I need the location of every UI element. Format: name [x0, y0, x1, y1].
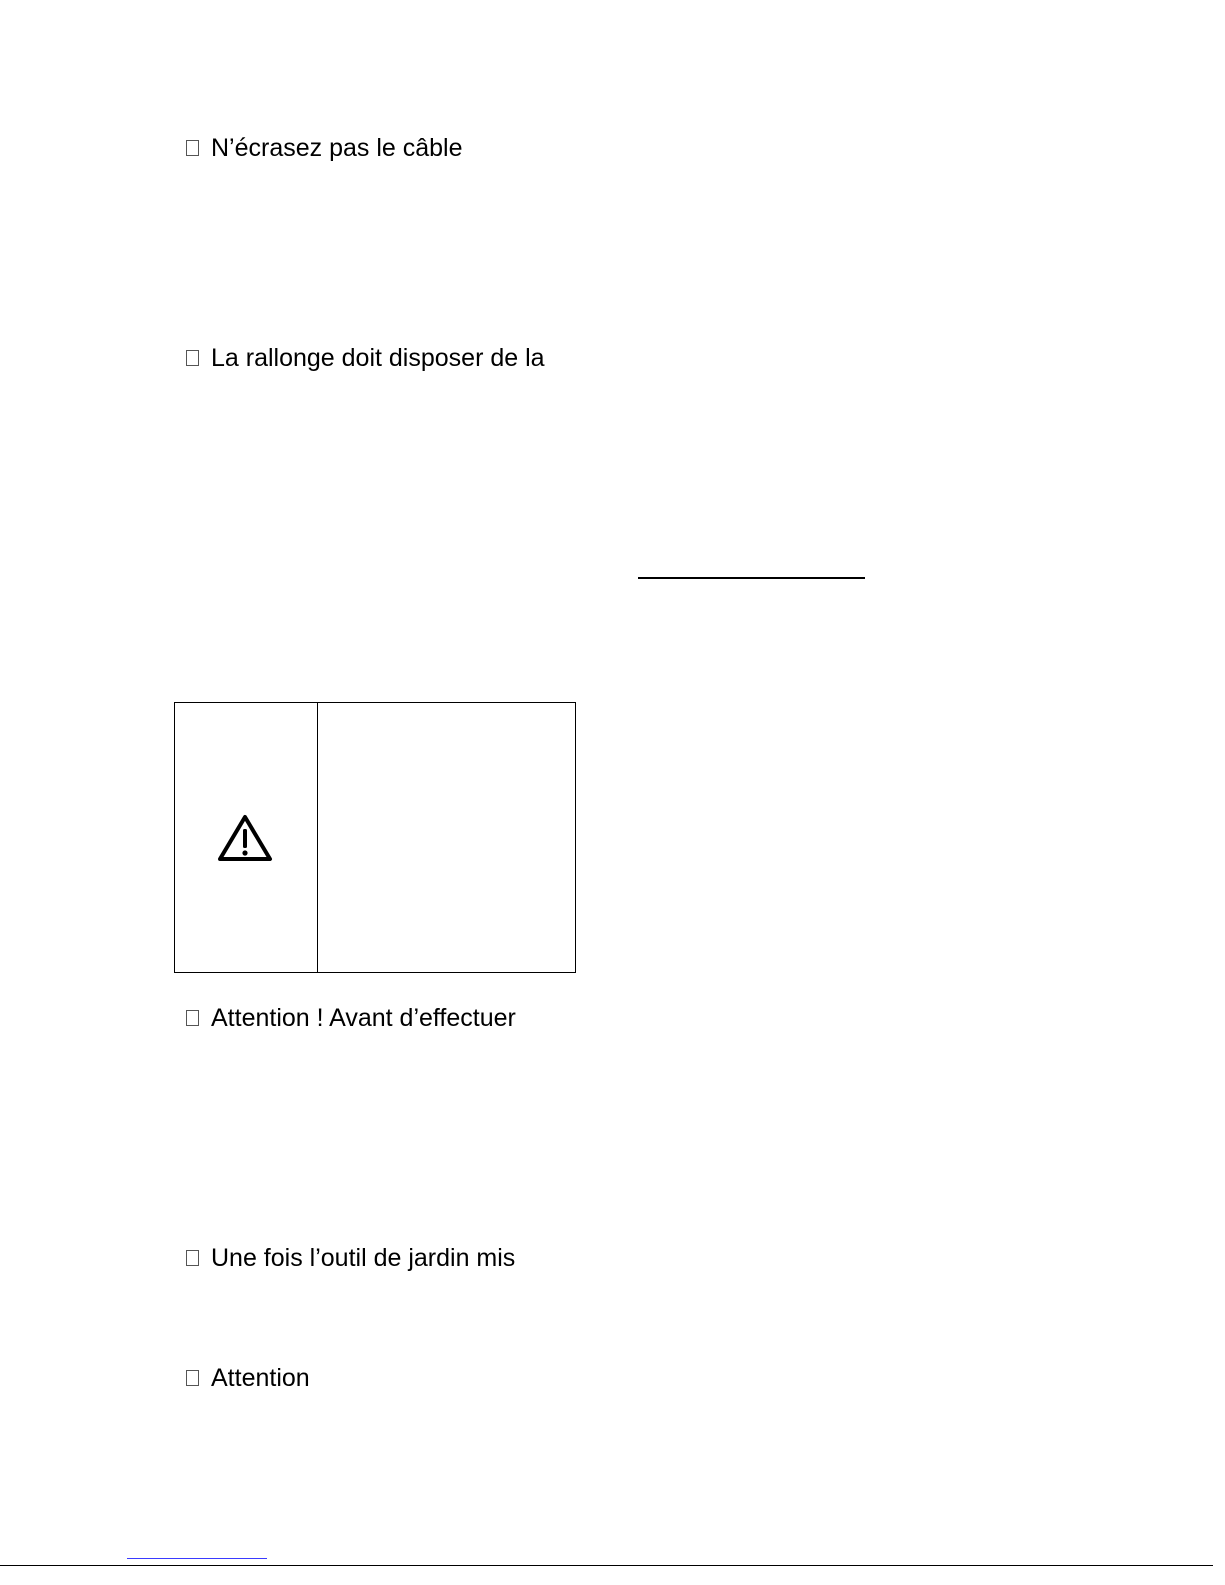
bullet-box-icon [186, 1010, 199, 1026]
warning-table [174, 702, 576, 973]
bullet-item-rallonge [186, 343, 545, 373]
bullet-box-icon [186, 1370, 199, 1386]
bullet-item-attention [186, 1363, 310, 1393]
footer-rule [0, 1565, 1213, 1566]
bullet-box-icon [186, 1250, 199, 1266]
bullet-box-icon [186, 140, 199, 156]
underline-rule [638, 577, 865, 579]
bullet-text: La rallonge doit disposer de la [211, 344, 545, 372]
bullet-text: N’écrasez pas le câble [211, 134, 463, 162]
bullet-text: Attention [211, 1364, 310, 1392]
footer-link-underline [127, 1558, 267, 1559]
bullet-box-icon [186, 350, 199, 366]
bullet-item-cable [186, 133, 463, 163]
bullet-item-outil [186, 1243, 515, 1273]
bullet-item-attention-avant [186, 1003, 516, 1033]
table-divider [317, 703, 318, 972]
warning-triangle-icon [217, 813, 273, 863]
bullet-text: Une fois l’outil de jardin mis [211, 1244, 516, 1272]
bullet-text: Attention ! Avant d’effectuer [211, 1004, 516, 1032]
